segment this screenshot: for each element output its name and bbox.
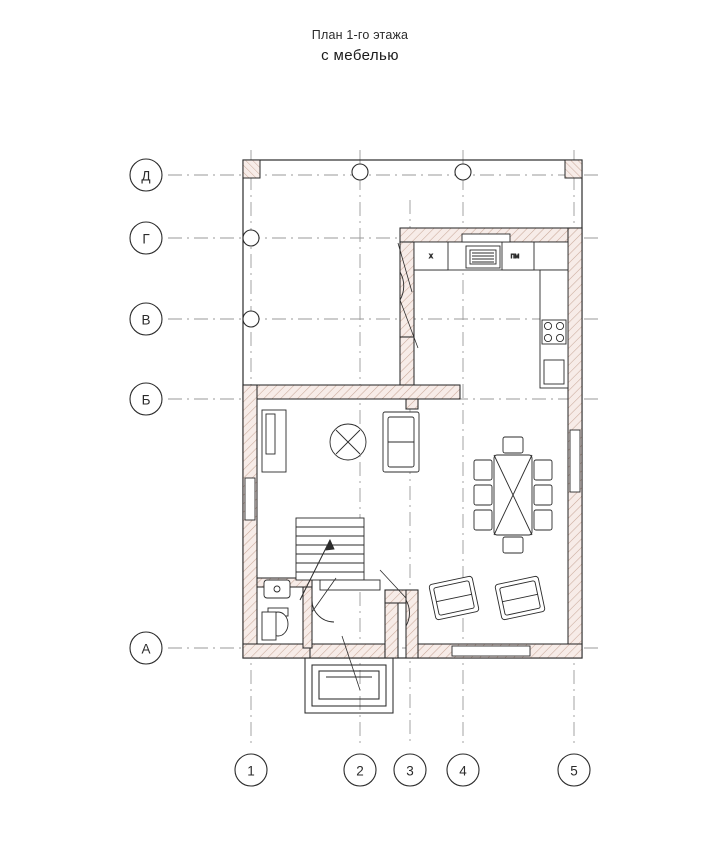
kitchen-sink bbox=[544, 360, 564, 384]
hall-furniture bbox=[262, 410, 419, 472]
wall-kitchen-west-lower bbox=[400, 337, 414, 385]
dining-set bbox=[474, 437, 552, 553]
dining-chair-foot bbox=[503, 537, 523, 553]
axis-bubble-label-B: Б bbox=[141, 392, 151, 408]
armchair-1 bbox=[429, 576, 480, 620]
wall-bathroom-east bbox=[303, 578, 312, 648]
column-4D bbox=[455, 164, 471, 180]
axis-bubble-G bbox=[130, 222, 162, 254]
axis-bubble-label-4: 4 bbox=[459, 763, 467, 779]
dining-chair-3 bbox=[474, 510, 492, 530]
dishwasher-label: ПМ bbox=[510, 254, 520, 260]
bathroom-fixtures bbox=[262, 580, 290, 640]
terrace-step-2 bbox=[319, 671, 379, 699]
axis-bubble-label-V: В bbox=[141, 312, 151, 328]
drawing-title-primary: План 1-го этажа bbox=[311, 28, 409, 42]
column-1D bbox=[243, 160, 260, 178]
column-2D bbox=[352, 164, 368, 180]
wall-interior-axis-B bbox=[243, 385, 460, 399]
column-1V bbox=[243, 311, 259, 327]
wall-west-exterior bbox=[243, 385, 257, 658]
fridge-label: Х bbox=[429, 254, 433, 260]
axis-bubble-B bbox=[130, 383, 162, 415]
shower-tray bbox=[262, 612, 276, 640]
terrace-outline bbox=[305, 658, 393, 713]
axis-bubbles-horizontal bbox=[130, 159, 162, 664]
kitchen-furniture bbox=[414, 234, 568, 388]
wall-south-mid bbox=[310, 644, 385, 658]
window-west-1 bbox=[245, 478, 255, 520]
axis-bubble-V bbox=[130, 303, 162, 335]
axis-bubble-label-2: 2 bbox=[356, 763, 364, 779]
axis-bubbles-vertical bbox=[235, 754, 590, 786]
axis-bubble-label-A: А bbox=[141, 641, 151, 657]
wall-vestibule-stub bbox=[406, 590, 418, 658]
door-bathroom-swing bbox=[312, 600, 334, 622]
dining-chair-5 bbox=[534, 485, 552, 505]
axis-bubble-label-5: 5 bbox=[570, 763, 578, 779]
window-south-living bbox=[452, 646, 530, 656]
dining-chair-2 bbox=[474, 485, 492, 505]
lounge-seating bbox=[429, 576, 546, 620]
axis-bubble-A bbox=[130, 632, 162, 664]
dining-chair-1 bbox=[474, 460, 492, 480]
armchair-2 bbox=[495, 576, 546, 620]
axis-bubble-label-D: Д bbox=[141, 168, 151, 184]
axis-bubble-5 bbox=[558, 754, 590, 786]
axis-bubble-label-1: 1 bbox=[247, 763, 255, 779]
drawing-title-secondary: с мебелью bbox=[321, 47, 399, 64]
dining-chair-head bbox=[503, 437, 523, 453]
axis-bubble-label-3: 3 bbox=[406, 763, 414, 779]
wardrobe-inner bbox=[266, 414, 275, 454]
wall-south-left bbox=[243, 644, 310, 658]
axis-bubble-label-G: Г bbox=[142, 231, 150, 247]
axis-bubble-2 bbox=[344, 754, 376, 786]
axis-bubble-1 bbox=[235, 754, 267, 786]
dining-chair-6 bbox=[534, 510, 552, 530]
kitchen-upper-cabinets bbox=[462, 234, 510, 242]
terrace-porch bbox=[305, 658, 393, 713]
axis-bubble-D bbox=[130, 159, 162, 191]
window-east-living bbox=[570, 430, 580, 492]
washbasin-drain bbox=[274, 586, 280, 592]
axis-bubble-3 bbox=[394, 754, 426, 786]
wall-hall-east bbox=[406, 399, 418, 409]
axis-bubble-4 bbox=[447, 754, 479, 786]
dining-chair-4 bbox=[534, 460, 552, 480]
column-5D bbox=[565, 160, 582, 178]
column-1G bbox=[243, 230, 259, 246]
